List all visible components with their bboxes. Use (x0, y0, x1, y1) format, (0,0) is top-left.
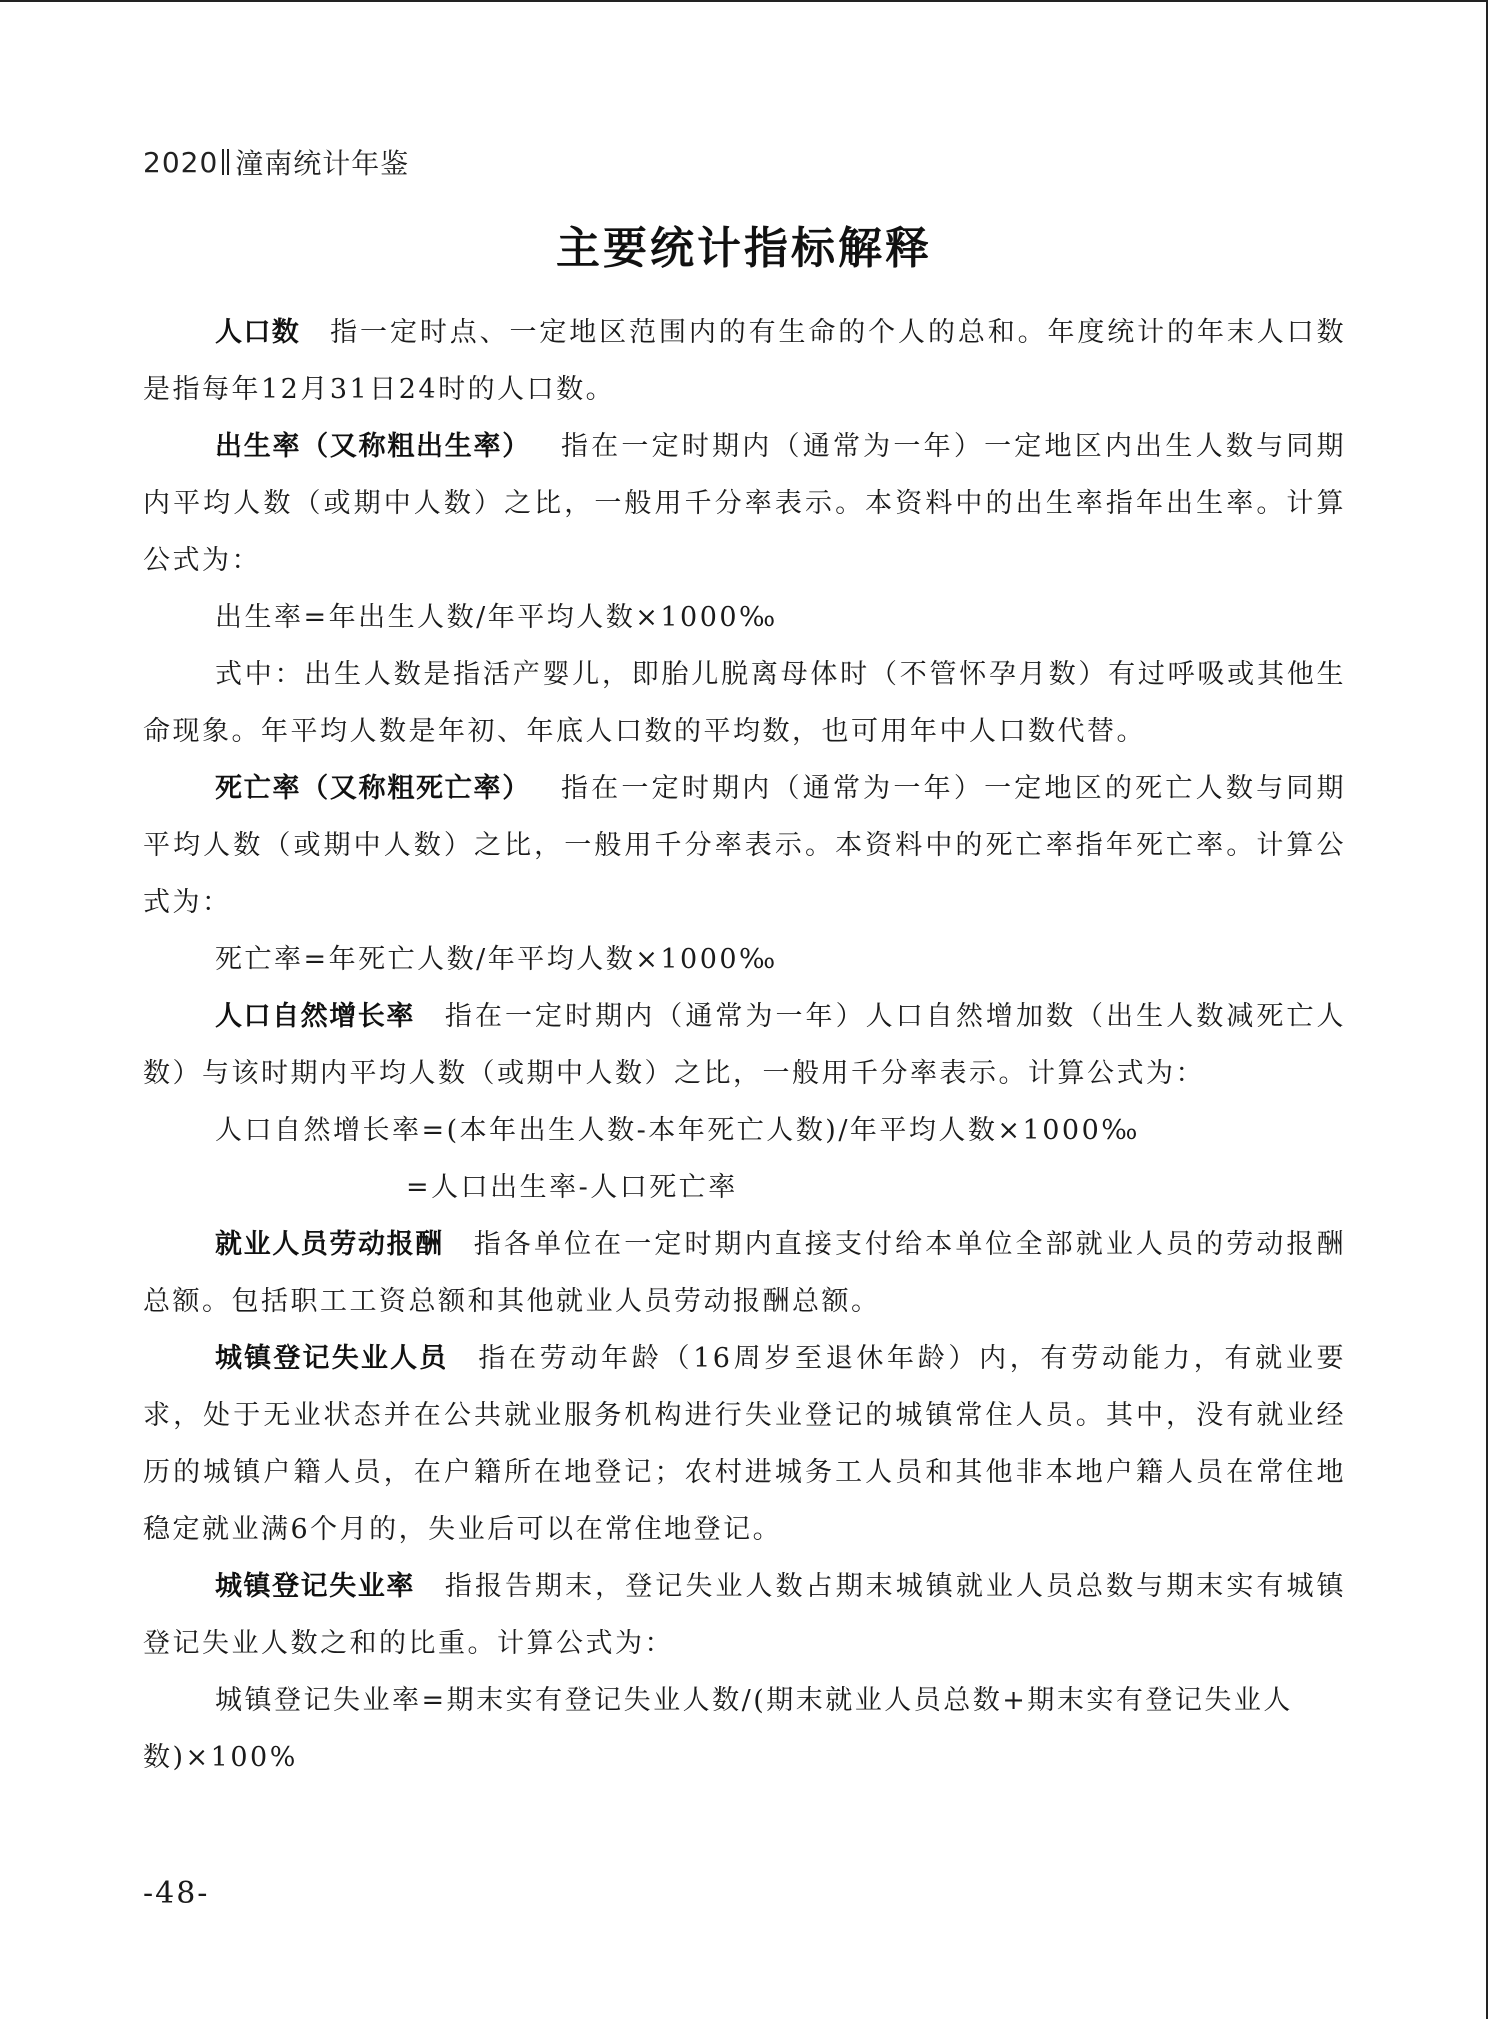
formula-birth-rate: 出生率=年出生人数/年平均人数×1000‰ (215, 602, 778, 633)
term-label: 出生率（又称粗出生率） (215, 431, 531, 462)
header-year: 2020 (143, 145, 219, 179)
formula-note: 式中：出生人数是指活产婴儿，即胎儿脱离母体时（不管怀孕月数）有过呼吸或其他生命现象。年平均人数是年初、年底人口数的平均数，也可用年中人口数代替。 (143, 659, 1346, 747)
formula-unemployment-rate: 城镇登记失业率=期末实有登记失业人数/(期末就业人员总数+期末实有登记失业人数)×100% (143, 1685, 1293, 1773)
definition-labor-remuneration (143, 1216, 1346, 1330)
definition-text: 指一定时点、一定地区范围内的有生命的个人的总和。年度统计的年末人口数是指每年12月31日24时的人口数。 (143, 317, 1347, 405)
definitions-body (143, 304, 1346, 1786)
term-label: 城镇登记失业率 (215, 1571, 415, 1602)
definition-text: 指在一定时期内（通常为一年）一定地区内出生人数与同期内平均人数（或期中人数）之比，一般用千分率表示。本资料中的出生率指年出生率。计算公式为： (143, 431, 1347, 576)
term-label: 人口数 (215, 317, 301, 348)
page-title: 主要统计指标解释 (556, 223, 932, 274)
formula-death-rate: 死亡率=年死亡人数/年平均人数×1000‰ (215, 944, 778, 975)
definition-text: 指在劳动年龄（16周岁至退休年龄）内，有劳动能力，有就业要求，处于无业状态并在公共就业服务机构进行失业登记的城镇常住人员。其中，没有就业经历的城镇户籍人员，在户籍所在地登记；农村进城务工人员和其他非本地户籍人员在常住地稳定就业满6个月的，失业后可以在常住地登记。 (143, 1343, 1346, 1545)
formula-natural-growth-rate-continued: =人口出生率-人口死亡率 (406, 1172, 738, 1203)
definition-text: 指在一定时期内（通常为一年）一定地区的死亡人数与同期平均人数（或期中人数）之比，一般用千分率表示。本资料中的死亡率指年死亡率。计算公式为： (143, 773, 1347, 918)
running-header (143, 142, 409, 182)
header-separator (222, 149, 229, 175)
term-label: 死亡率（又称粗死亡率） (215, 773, 531, 804)
definition-unemployment-rate (143, 1558, 1346, 1672)
formula-natural-growth-rate: 人口自然增长率=(本年出生人数-本年死亡人数)/年平均人数×1000‰ (215, 1115, 1140, 1146)
term-label: 就业人员劳动报酬 (215, 1229, 444, 1260)
top-border (0, 0, 1488, 2)
definition-natural-growth-rate (143, 988, 1346, 1102)
page-number: -48- (143, 1876, 210, 1911)
definition-population (143, 304, 1346, 418)
term-label: 城镇登记失业人员 (215, 1343, 449, 1374)
definition-text: 指在一定时期内（通常为一年）人口自然增加数（出生人数减死亡人数）与该时期内平均人数（或期中人数）之比，一般用千分率表示。计算公式为： (143, 1001, 1347, 1089)
definition-registered-unemployed (143, 1330, 1346, 1558)
definition-text: 指各单位在一定时期内直接支付给本单位全部就业人员的劳动报酬总额。包括职工工资总额和其他就业人员劳动报酬总额。 (143, 1229, 1347, 1317)
header-book-title: 潼南统计年鉴 (235, 147, 410, 180)
term-label: 人口自然增长率 (215, 1001, 415, 1032)
definition-birth-rate (143, 418, 1346, 589)
definition-text: 指报告期末，登记失业人数占期末城镇就业人员总数与期末实有城镇登记失业人数之和的比重。计算公式为： (143, 1571, 1347, 1659)
definition-death-rate (143, 760, 1346, 931)
